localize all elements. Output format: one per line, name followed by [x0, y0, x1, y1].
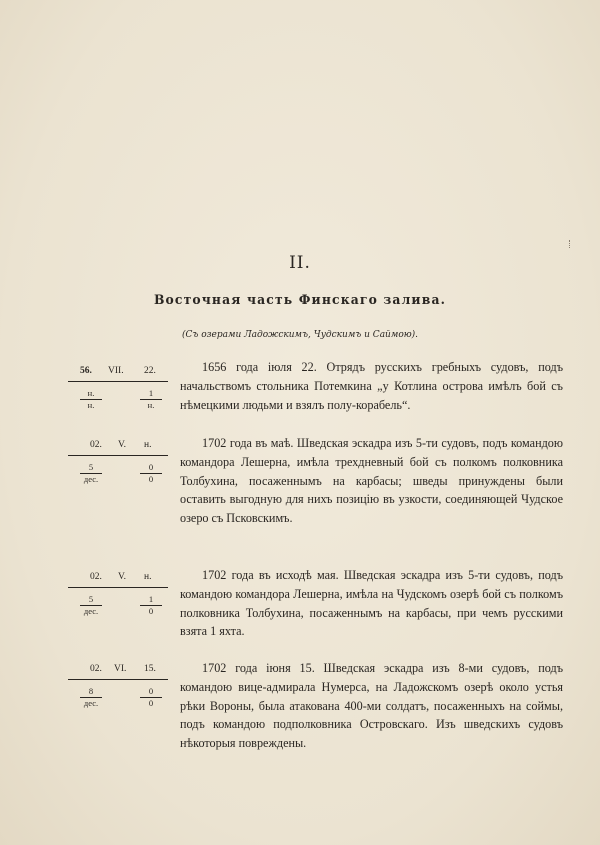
margin-note-3: [68, 572, 168, 616]
margin-day: н.: [144, 572, 152, 582]
margin-day: 15.: [144, 664, 156, 674]
margin-note-4: [68, 664, 168, 708]
margin-year: 56.: [80, 366, 92, 376]
margin-fraction-left: 5 дес.: [80, 594, 102, 617]
margin-month: VII.: [108, 366, 124, 376]
entry-3: [180, 566, 563, 641]
margin-fraction-right: 1 н.: [140, 388, 162, 411]
entry-text: 1702 года въ маѣ. Шведская эскадра изъ 5-ти судовъ, подъ командою командора Лешерна, имѣла трехдневный бой съ полкомъ полковника Толбухина, посаженнымъ на карбасы; шведы принуждены были оставить выгодную для нихъ позицiю въ узкости, соединяющей Чудское озеро съ Псковскимъ.: [180, 436, 563, 526]
margin-note-1: [68, 366, 168, 410]
entry-4: [180, 659, 563, 753]
margin-month: V.: [118, 440, 127, 450]
margin-fraction-right: $\frac{1}{0}$: [140, 594, 162, 617]
margin-rule: [68, 587, 168, 588]
entry-2: [180, 434, 563, 528]
margin-fraction-right: $\frac{0}{0}$: [140, 462, 162, 485]
chapter-number: II.: [289, 253, 311, 273]
margin-day: н.: [144, 440, 152, 450]
margin-year: 02.: [90, 664, 102, 674]
entry-text: 1702 года въ исходѣ мая. Шведская эскадра изъ 5-ти судовъ, подъ командою командора Лешерна, имѣла на Чудскомъ озерѣ бой съ полкомъ полковника Толбухина, посаженнымъ на карбасы, при чемъ русскими взята 1 яхта.: [180, 568, 563, 639]
margin-year: 02.: [90, 572, 102, 582]
entry-1: [180, 358, 563, 414]
margin-fraction-left: 5 дес.: [80, 462, 102, 485]
margin-month: VI.: [114, 664, 127, 674]
margin-fraction-left: 8 дес.: [80, 686, 102, 709]
margin-fraction-left: н. н.: [80, 388, 102, 411]
margin-rule: [68, 679, 168, 680]
entry-text: 1656 года iюля 22. Отрядъ русскихъ гребныхъ судовъ, подъ начальствомъ стольника Потемкина „у Котлина острова имѣлъ бой съ нѣмецкими людьми и взялъ полу-корабель“.: [180, 360, 563, 412]
margin-rule: [68, 381, 168, 382]
margin-month: V.: [118, 572, 127, 582]
margin-fraction-right: $\frac{0}{0}$: [140, 686, 162, 709]
page-speck: [569, 240, 573, 248]
margin-rule: [68, 455, 168, 456]
margin-note-2: [68, 440, 168, 484]
margin-year: 02.: [90, 440, 102, 450]
entry-text: 1702 года iюня 15. Шведская эскадра изъ 8-ми судовъ, подъ командою вице-адмирала Нумерса, на Ладожскомъ озерѣ около устья рѣки Вороны, была атакована 400-ми солдатъ, посаженныхъ на соймы, подъ командою подполковника Островскаго. Изъ шведскихъ судовъ нѣкоторыя повреждены.: [180, 661, 563, 751]
chapter-title: Восточная часть Финскаго залива.: [153, 293, 447, 308]
margin-day: 22.: [144, 366, 156, 376]
chapter-subtitle: (Съ озерами Ладожскимъ, Чудскимъ и Саймою).: [181, 330, 419, 340]
